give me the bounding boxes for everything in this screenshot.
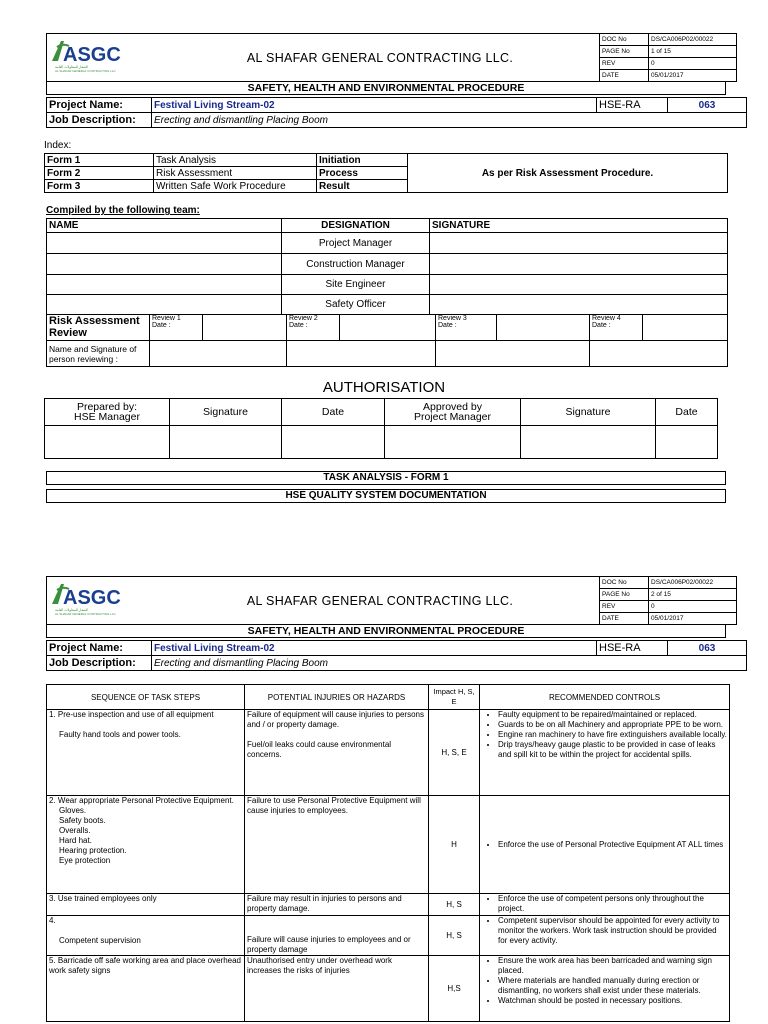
company-name: AL SHAFAR GENERAL CONTRACTING LLC. [161,577,600,625]
review-table: Risk Assessment Review Review 1 Date : Review 2 Date : Review 3 Date : Review 4 Date : Name and Signature of person reviewing : [46,314,728,367]
col-header-hazards: POTENTIAL INJURIES OR HAZARDS [245,685,429,710]
svg-text:الشفار للمقاولات العامة: الشفار للمقاولات العامة [55,608,89,612]
table-row: 3. Use trained employees only Failure may result in injuries to persons and property damage. H, S • Enforce the use of competent persons only throughout the project. [47,894,730,916]
doc-info-table: DOC No DS/CA006P02/00022 PAGE No 2 of 15 REV 0 DATE 05/01/2017 [600,577,736,624]
authorisation-title: AUTHORISATION [322,379,446,396]
svg-text:AL SHAFAR GENERAL CONTRACTING: AL SHAFAR GENERAL CONTRACTING LLC [55,612,116,616]
company-name: AL SHAFAR GENERAL CONTRACTING LLC. [161,34,600,82]
page2-project-info: Project Name: Festival Living Stream-02 HSE-RA 063 Job Description: Erecting and dismantling Placing Boom [46,640,726,671]
svg-text:ASGC: ASGC [63,587,121,609]
project-name: Festival Living Stream-02 [152,98,597,113]
table-row: 1. Pre-use inspection and use of all equipment Faulty hand tools and power tools. Failure of equipment will cause injuries to persons and / or property damage. Fuel/oil leaks could cause environmental concerns. H, S, E • Faulty equipment to be repaired/maintained or replaced. • Guards to be on all Machinery and appropriate PPE to be worn. • Engine ran machinery to have fire extinguishers available locally. • Drip trays/heavy gauge plastic to be provided in case of leaks and spill kit to be within the project for accidental spills. [47,710,730,796]
team-table: NAME DESIGNATION SIGNATURE Project Manager Construction Manager Site Engineer Safety Officer Risk Assessment Review Review 1 Date : Review 2 Date : Review 3 Date : Review 4 Date : Name and Signature of person reviewing : [46,218,728,367]
page1-project-info: Project Name: Festival Living Stream-02 HSE-RA 063 Job Description: Erecting and dismantling Placing Boom [46,97,726,128]
job-description: Erecting and dismantling Placing Boom [152,656,747,671]
asgc-logo-icon [49,580,137,618]
index-label: Index: [44,140,72,151]
col-header-impact: Impact H, S, E [429,685,480,710]
hse-quality-bar: HSE QUALITY SYSTEM DOCUMENTATION [46,489,726,503]
logo-cell [47,34,162,82]
table-row: 5. Barricade off safe working area and place overhead work safety signs Unauthorised entry under overhead work increases the risks of injuries H,S • Ensure the work area has been barricaded and warning sign placed. • Where materials are handled manually during erection or dismantling, no workers shall exist under these materials. • Watchman should be posted in necessary positions. [47,956,730,1022]
job-description: Erecting and dismantling Placing Boom [152,113,747,128]
table-row: 4. Competent supervision Failure will cause injuries to employees and or property damage H, S • Competent supervisor should be appointed for every activity to monitor the workers. Work task instruction should be provided for every activity. [47,916,730,956]
procedure-title: SAFETY, HEALTH AND ENVIRONMENTAL PROCEDURE [47,82,726,95]
hse-ra-number: 063 [668,641,747,656]
svg-text:ASGC: ASGC [63,44,121,66]
svg-text:الشفار للمقاولات العامة: الشفار للمقاولات العامة [55,65,89,69]
procedure-title: SAFETY, HEALTH AND ENVIRONMENTAL PROCEDURE [47,625,726,638]
page2-header [46,576,726,638]
task-analysis-table [46,684,730,1024]
authorisation-table: Prepared by: HSE Manager Signature Date Approved by Project Manager Signature Date [44,398,718,459]
asgc-logo-icon [49,37,137,75]
col-header-controls: RECOMMENDED CONTROLS [480,685,730,710]
index-note: As per Risk Assessment Procedure. [408,154,728,193]
col-header-steps: SEQUENCE OF TASK STEPS [47,685,245,710]
index-table: Form 1 Task Analysis Initiation As per Risk Assessment Procedure. Form 2 Risk Assessment Process Form 3 Written Safe Work Procedure Result [44,153,728,193]
doc-info-table: DOC No DS/CA006P02/00022 PAGE No 1 of 15 REV 0 DATE 05/01/2017 [600,34,736,81]
team-label: Compiled by the following team: [46,205,200,216]
table-row: 2. Wear appropriate Personal Protective Equipment. Gloves. Safety boots. Overalls. Hard hat. Hearing protection. Eye protection Failure to use Personal Protective Equipment will cause injuries to employees. H • Enforce the use of Personal Protective Equipment AT ALL times [47,796,730,894]
page1-header [46,33,726,95]
hse-ra-number: 063 [668,98,747,113]
project-name: Festival Living Stream-02 [152,641,597,656]
task-analysis-bar: TASK ANALYSIS - FORM 1 [46,471,726,485]
svg-text:AL SHAFAR GENERAL CONTRACTING: AL SHAFAR GENERAL CONTRACTING LLC [55,69,116,73]
